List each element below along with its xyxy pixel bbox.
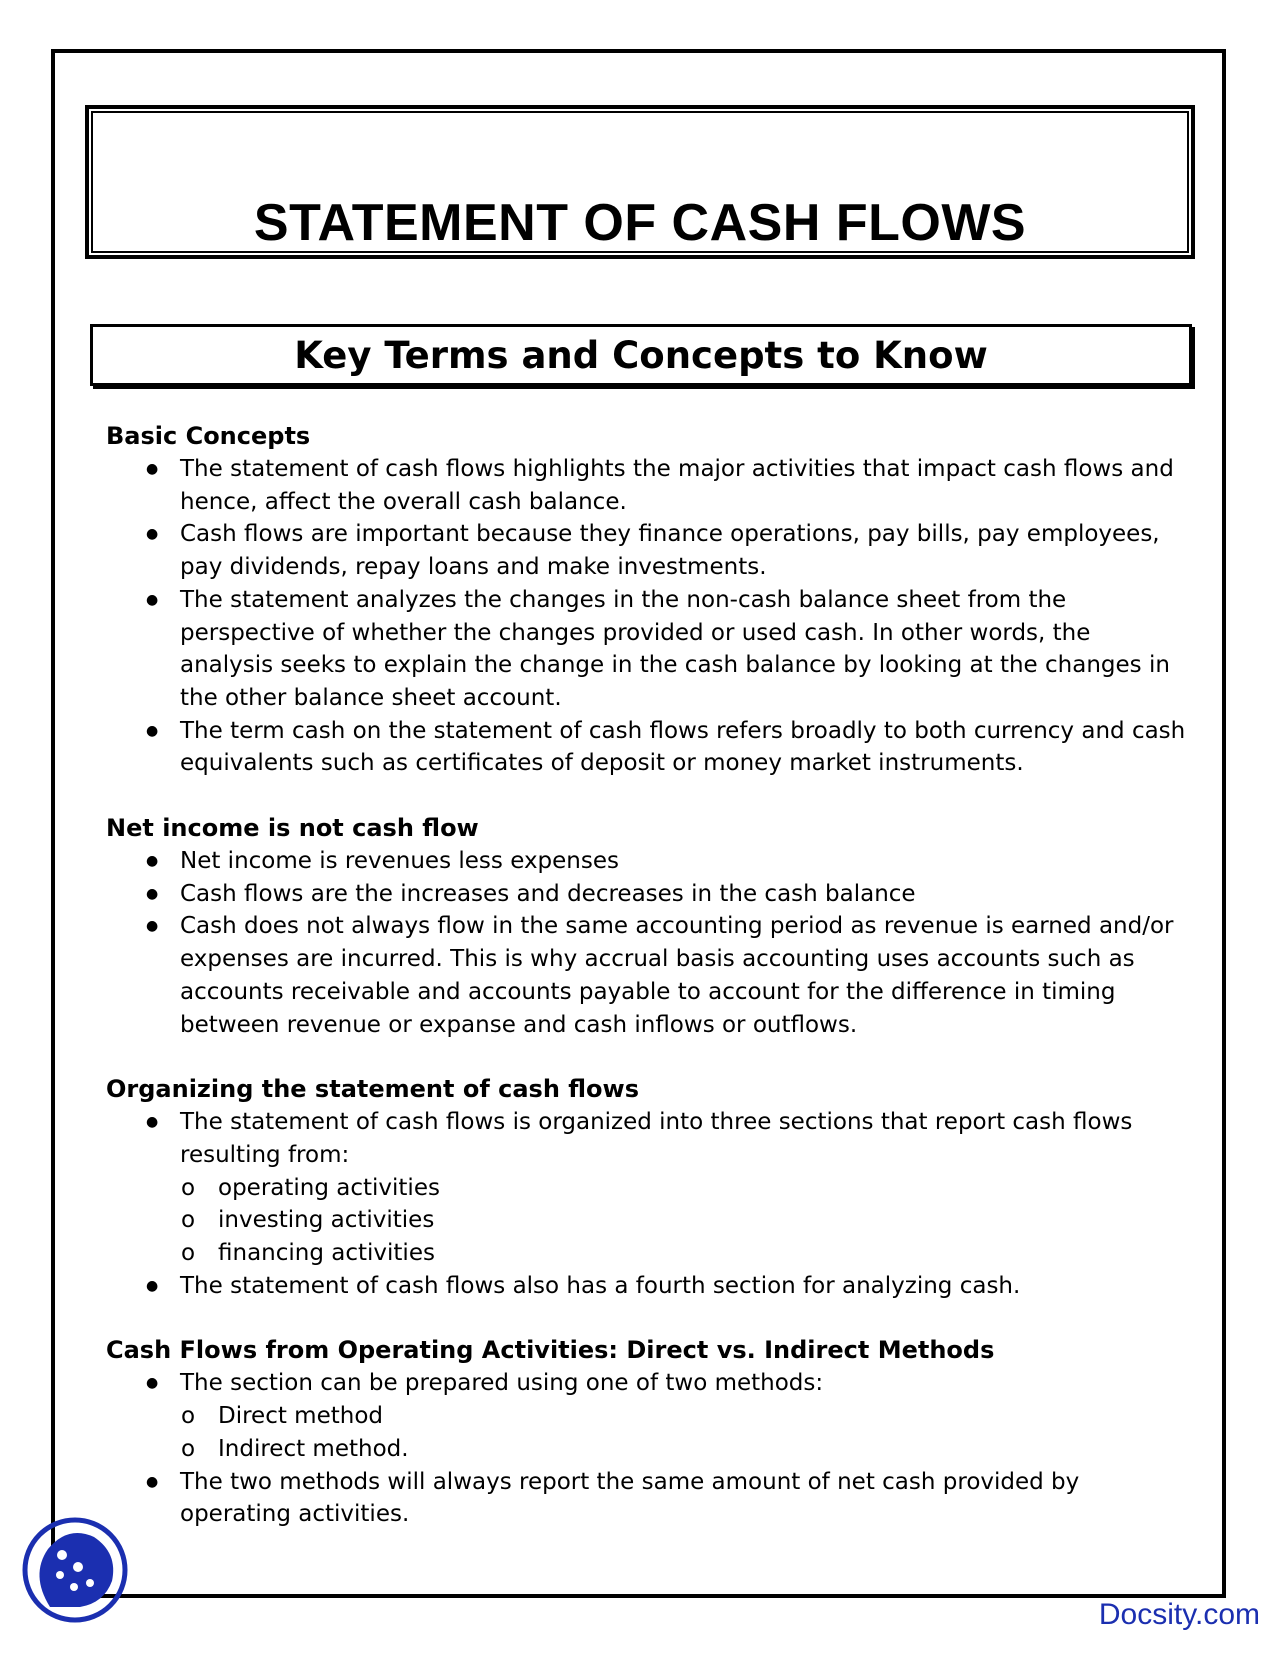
- sub-item: [180, 1400, 1186, 1433]
- section-heading: Organizing the statement of cash flows: [106, 1075, 640, 1104]
- sub-marker: o: [181, 1207, 196, 1234]
- bullet-item: [106, 715, 1186, 780]
- bullet-marker: ●: [146, 918, 159, 935]
- sub-item-text: Indirect method.: [218, 1435, 409, 1462]
- section-heading: Basic Concepts: [106, 422, 311, 450]
- bullet-text: The statement of cash flows is organized into three sections that report cash flows resulting from:: [180, 1109, 1133, 1168]
- sub-marker: o: [181, 1240, 196, 1267]
- bullet-item: [106, 910, 1186, 1041]
- bullet-marker: ●: [146, 526, 159, 543]
- bullet-text: Cash flows are important because they finance operations, pay bills, pay employees, pay dividends, repay loans and make investments.: [180, 521, 1160, 581]
- sub-item: [180, 1204, 1186, 1237]
- section-net-income-is-not-cash-flow: [106, 812, 1186, 1041]
- document-title: STATEMENT OF CASH FLOWS: [253, 194, 1027, 252]
- bullet-marker: ●: [146, 461, 159, 477]
- bullet-item: [106, 453, 1186, 518]
- bullet-text: The term cash on the statement of cash flows refers broadly to both currency and cash equivalents such as certificates of deposit or money market instruments.: [180, 717, 1186, 777]
- bullet-marker: ●: [146, 1277, 159, 1294]
- bullet-item: [106, 518, 1186, 583]
- bullet-list: [106, 1367, 1186, 1531]
- sub-list: [180, 1172, 1186, 1270]
- bullet-text: The statement of cash flows highlights the major activities that impact cash flows and hence, affect the overall cash balance.: [180, 456, 1174, 515]
- docsity-logo-icon: [20, 1515, 132, 1627]
- bullet-marker: ●: [146, 1375, 159, 1392]
- bullet-marker: ●: [146, 885, 159, 902]
- sub-marker: o: [181, 1435, 196, 1462]
- bullet-list: [106, 1106, 1186, 1302]
- bullet-marker: ●: [146, 722, 159, 739]
- bullet-marker: ●: [146, 1114, 159, 1131]
- sub-item-text: financing activities: [218, 1240, 435, 1267]
- title-box: [85, 105, 1195, 259]
- bullet-text: The statement analyzes the changes in the non-cash balance sheet from the perspective of whether the changes provided or used cash. In other words, the analysis seeks to explain the change in the cash balance by looking at the changes in the other balance sheet account.: [180, 586, 1170, 711]
- subtitle-box: [90, 324, 1192, 386]
- bullet-text: The statement of cash flows also has a fourth section for analyzing cash.: [180, 1272, 1021, 1299]
- bullet-text: The section can be prepared using one of two methods:: [180, 1370, 824, 1397]
- section-heading: Net income is not cash flow: [106, 814, 479, 843]
- bullet-text: Cash does not always flow in the same accounting period as revenue is earned and/or expenses are incurred. This is why accrual basis accounting uses accounts such as accounts receivable and accounts payable to account for the difference in timing between revenue or expanse and cash inflows or outflows.: [180, 913, 1174, 1038]
- bullet-item: [106, 1367, 1186, 1465]
- bullet-item: [106, 1466, 1186, 1531]
- bullet-marker: ●: [146, 591, 159, 608]
- section-organizing-the-statement-of-cash-flows: [106, 1073, 1186, 1302]
- document-body: [106, 420, 1186, 1563]
- sub-item: [180, 1172, 1186, 1205]
- title-box-inner: [91, 111, 1189, 253]
- bullet-item: [106, 584, 1186, 715]
- bullet-list: [106, 453, 1186, 780]
- bullet-item: [106, 1270, 1186, 1303]
- subtitle: Key Terms and Concepts to Know: [294, 334, 988, 377]
- sub-item: [180, 1237, 1186, 1270]
- bullet-item: [106, 878, 1186, 911]
- section-basic-concepts: [106, 420, 1186, 780]
- section-heading: Cash Flows from Operating Activities: Direct vs. Indirect Methods: [106, 1336, 995, 1365]
- sub-list: [180, 1400, 1186, 1465]
- bullet-item: [106, 1106, 1186, 1270]
- bullet-list: [106, 845, 1186, 1041]
- bullet-text: Cash flows are the increases and decreases in the cash balance: [180, 880, 916, 907]
- sub-marker: o: [181, 1174, 196, 1201]
- bullet-item: [106, 845, 1186, 878]
- docsity-watermark[interactable]: Docsity.com: [1098, 1598, 1260, 1631]
- sub-item-text: operating activities: [218, 1174, 440, 1201]
- sub-item: [180, 1433, 1186, 1466]
- sub-item-text: Direct method: [218, 1403, 383, 1430]
- bullet-text: The two methods will always report the same amount of net cash provided by operating activities.: [180, 1468, 1080, 1528]
- bullet-marker: ●: [146, 853, 159, 870]
- bullet-text: Net income is revenues less expenses: [180, 848, 619, 875]
- bullet-marker: ●: [146, 1473, 159, 1490]
- section-cash-flows-from-operating-activities-direct-vs-indirect-methods: [106, 1334, 1186, 1531]
- sub-marker: o: [181, 1403, 196, 1430]
- sub-item-text: investing activities: [218, 1207, 435, 1234]
